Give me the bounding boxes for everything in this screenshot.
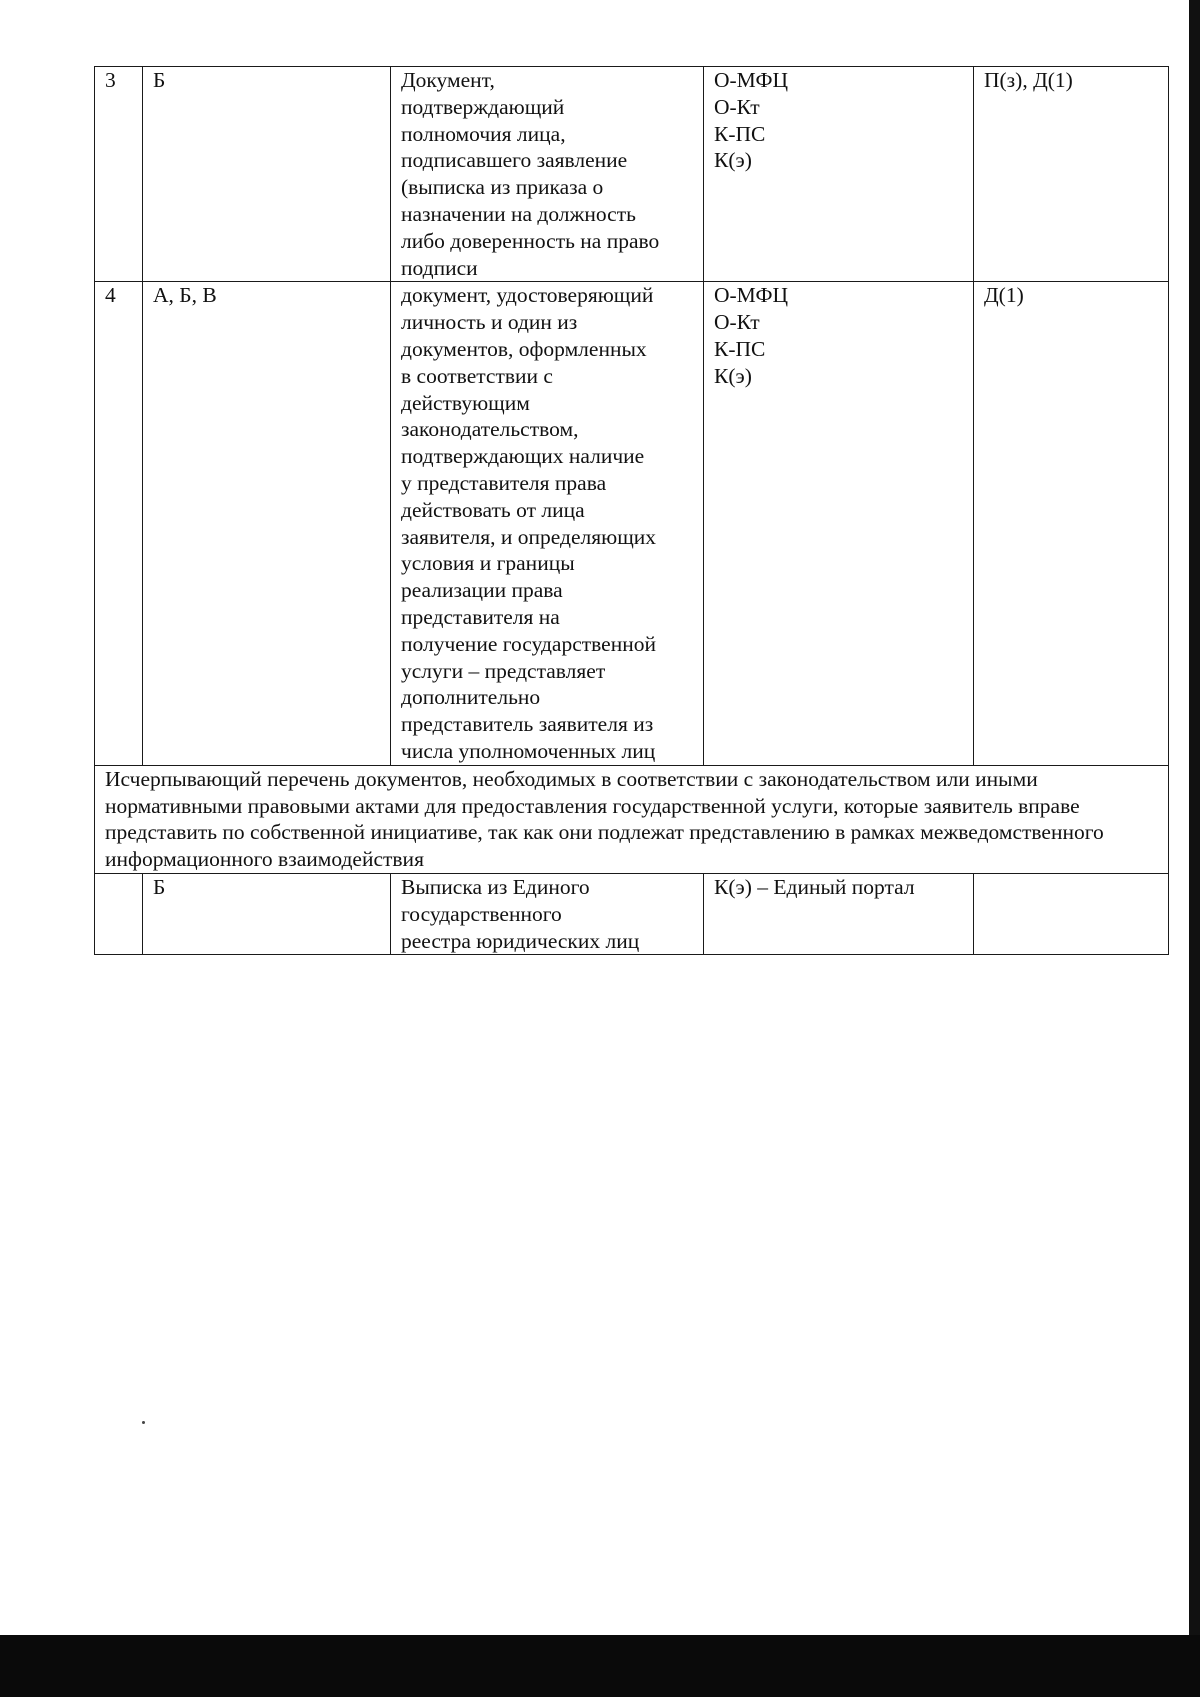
document-description-cell	[391, 67, 704, 282]
submission-channels-cell	[704, 282, 974, 765]
row-number-cell	[95, 873, 143, 954]
submission-channels-cell	[704, 67, 974, 282]
document-line: Выписка из Единого	[401, 874, 590, 899]
row-number: 4	[105, 283, 116, 308]
row-number: 3	[105, 68, 116, 92]
document-form-cell	[974, 282, 1169, 765]
submission-channel: О-Кт	[714, 94, 760, 119]
document-line: в соответствии с	[401, 363, 553, 388]
document-line: реализации права	[401, 578, 563, 603]
document-line: государственного	[401, 901, 562, 926]
section-heading: Исчерпывающий перечень документов, необходимых в соответствии с законодательством или иными нормативными правовыми актами для предоставления государственной услуги, которые заявитель вправе представить по собственной инициативе, так как они подлежат представлению в рамках межведомственного информационного взаимодействия	[105, 766, 1104, 872]
document-line: документ, удостоверяющий	[401, 283, 654, 308]
document-line: получение государственной	[401, 631, 656, 656]
table-row	[95, 282, 1169, 765]
document-line: представитель заявителя из	[401, 712, 654, 737]
document-line: заявителя, и определяющих	[401, 524, 657, 549]
document-line: подтверждающих наличие	[401, 444, 645, 469]
document-line: дополнительно	[401, 685, 541, 710]
document-line: законодательством,	[401, 417, 579, 442]
document-line: подтверждающий	[401, 94, 565, 119]
document-line: условия и границы	[401, 551, 575, 576]
submission-channel: К-ПС	[714, 336, 766, 361]
scan-border-bottom	[0, 1635, 1200, 1697]
table-row	[95, 873, 1169, 954]
document-line: назначении на должность	[401, 201, 636, 226]
submission-channel: К-ПС	[714, 121, 766, 146]
document-line: реестра юридических лиц	[401, 928, 640, 953]
document-line: подписи	[401, 255, 478, 280]
submission-channel: К(э) – Единый портал	[714, 874, 915, 899]
documents-table	[94, 66, 1169, 955]
applicant-category: А, Б, В	[153, 283, 217, 308]
submission-channels-cell	[704, 873, 974, 954]
document-line: числа уполномоченных лиц	[401, 738, 656, 763]
applicant-category: Б	[153, 874, 166, 899]
scan-border-right	[1189, 0, 1200, 1697]
document-line: (выписка из приказа о	[401, 175, 604, 200]
document-line: действующим	[401, 390, 530, 415]
submission-channel: К(э)	[714, 363, 752, 388]
section-heading-row	[95, 765, 1169, 873]
section-heading-cell	[95, 765, 1169, 873]
document-line: услуги – представляет	[401, 658, 606, 683]
applicant-category: Б	[153, 68, 166, 92]
row-number-cell	[95, 67, 143, 282]
document-line: представителя на	[401, 604, 560, 629]
document-form-cell	[974, 67, 1169, 282]
document-line: у представителя права	[401, 470, 607, 495]
scan-speck	[142, 1421, 145, 1424]
document-description-cell	[391, 873, 704, 954]
document-form: Д(1)	[984, 283, 1024, 308]
document-line: полномочия лица,	[401, 121, 566, 146]
document-line: либо доверенность на право	[401, 228, 660, 253]
submission-channel: К(э)	[714, 148, 752, 173]
table-row	[95, 67, 1169, 282]
document-line: личность и один из	[401, 310, 578, 335]
document-form-cell	[974, 873, 1169, 954]
applicant-category-cell	[143, 873, 391, 954]
submission-channel: О-МФЦ	[714, 68, 789, 92]
applicant-category-cell	[143, 67, 391, 282]
submission-channel: О-Кт	[714, 310, 760, 335]
submission-channel: О-МФЦ	[714, 283, 789, 308]
row-number-cell	[95, 282, 143, 765]
document-line: документов, оформленных	[401, 336, 647, 361]
applicant-category-cell	[143, 282, 391, 765]
document-description-cell	[391, 282, 704, 765]
document-line: подписавшего заявление	[401, 148, 628, 173]
document-line: действовать от лица	[401, 497, 585, 522]
document-line: Документ,	[401, 68, 495, 92]
document-form: П(з), Д(1)	[984, 68, 1073, 92]
